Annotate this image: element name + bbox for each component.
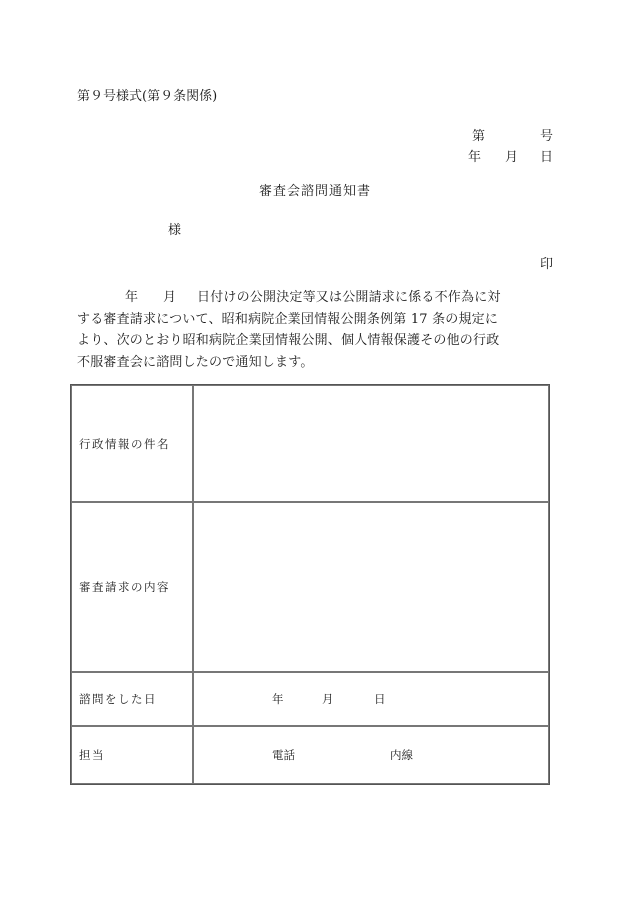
request-content-label: 審査請求の内容 — [71, 502, 193, 672]
body-month: 月 — [163, 290, 177, 305]
phone-label: 電話 — [272, 748, 295, 762]
inquiry-date-field[interactable] — [193, 672, 549, 726]
document-number-prefix: 第 — [472, 129, 486, 144]
request-content-field[interactable] — [193, 502, 549, 672]
inquiry-date-day: 日 — [374, 692, 386, 706]
subject-field[interactable] — [193, 385, 549, 502]
body-line-4: 不服審査会に諮問したので通知します。 — [77, 354, 314, 370]
table-row — [71, 385, 549, 502]
body-line-1-text: 日付けの公開決定等又は公開請求に係る不作為に対 — [197, 290, 501, 305]
body-line-1 — [77, 287, 557, 309]
inquiry-date-month: 月 — [322, 692, 334, 706]
body-year: 年 — [125, 290, 139, 305]
table-row — [71, 672, 549, 726]
inquiry-date-year: 年 — [272, 692, 284, 706]
body-line-3: より、次のとおり昭和病院企業団情報公開、個人情報保護その他の行政 — [77, 333, 500, 348]
issue-date-year: 年 — [468, 150, 482, 165]
seal-mark: 印 — [540, 257, 554, 272]
body-paragraph — [77, 287, 557, 373]
table-row — [71, 726, 549, 784]
notice-table — [70, 384, 550, 785]
body-line-2: する審査請求について、昭和病院企業団情報公開条例第 17 条の規定に — [77, 311, 499, 327]
document-title: 審査会諮問通知書 — [258, 184, 371, 199]
contact-label: 担当 — [71, 726, 193, 784]
document-number-suffix: 号 — [540, 129, 554, 144]
addressee-suffix: 様 — [168, 223, 182, 238]
inquiry-date-label: 諮問をした日 — [71, 672, 193, 726]
extension-label: 内線 — [390, 748, 413, 762]
issue-date-month: 月 — [505, 150, 519, 165]
issue-date-day: 日 — [540, 150, 554, 165]
subject-label: 行政情報の件名 — [71, 385, 193, 502]
form-number: 第９号様式(第９条関係) — [77, 89, 218, 104]
table-row — [71, 502, 549, 672]
contact-field[interactable] — [193, 726, 549, 784]
